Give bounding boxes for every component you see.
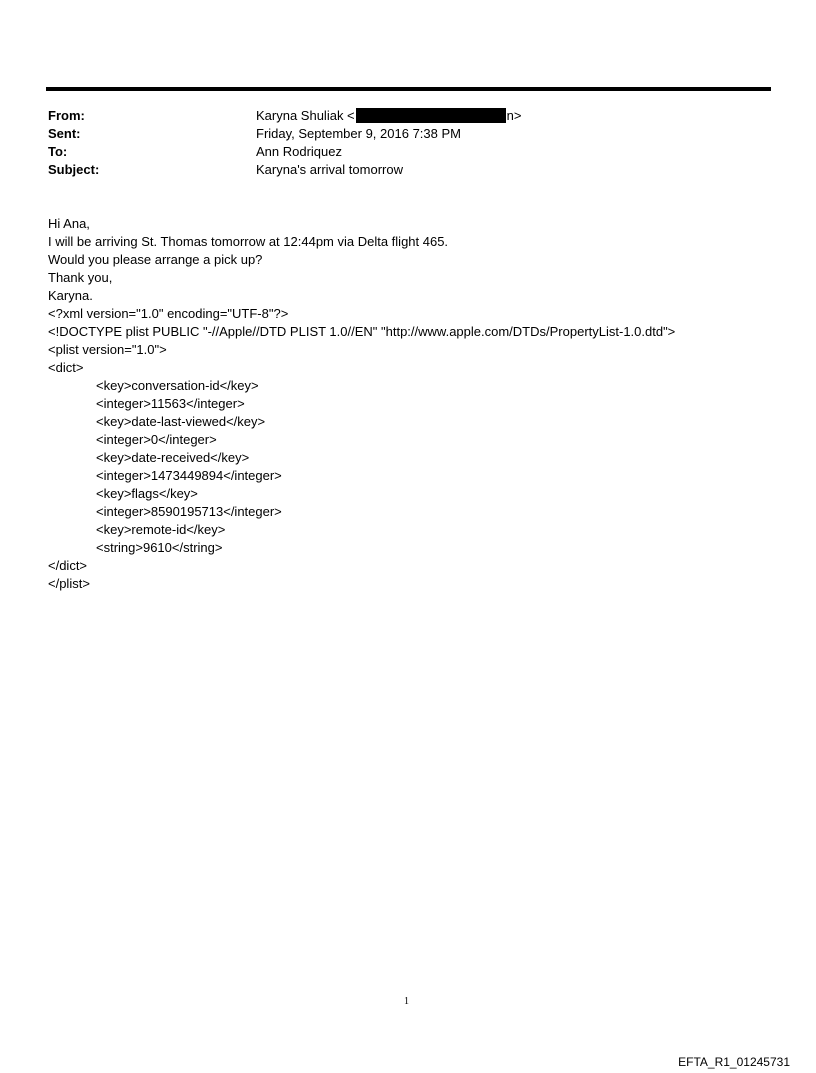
bates-number: EFTA_R1_01245731	[678, 1055, 790, 1069]
doctype-line: <!DOCTYPE plist PUBLIC "-//Apple//DTD PLIST 1.0//EN" "http://www.apple.com/DTDs/PropertyList-1.0.dtd">	[48, 324, 676, 339]
plist-close: </plist>	[48, 576, 90, 591]
plist-open: <plist version="1.0">	[48, 342, 167, 357]
redaction-box	[356, 108, 506, 123]
body-line: Hi Ana,	[48, 216, 90, 231]
from-value-suffix: n>	[506, 108, 522, 123]
body-line: Would you please arrange a pick up?	[48, 252, 263, 267]
dict-open: <dict>	[48, 360, 84, 375]
subject-value: Karyna's arrival tomorrow	[256, 162, 403, 177]
plist-entry: <key>date-received</key>	[96, 450, 250, 465]
header-rule	[46, 87, 771, 91]
from-label: From:	[48, 108, 85, 123]
plist-entry: <integer>8590195713</integer>	[96, 504, 282, 519]
sent-label: Sent:	[48, 126, 81, 141]
plist-entry: <integer>1473449894</integer>	[96, 468, 282, 483]
from-value-prefix: Karyna Shuliak <	[256, 108, 355, 123]
dict-close: </dict>	[48, 558, 88, 573]
from-value	[256, 107, 521, 125]
subject-label: Subject:	[48, 162, 100, 177]
plist-entry: <key>remote-id</key>	[96, 522, 226, 537]
body-line: Thank you,	[48, 270, 113, 285]
to-value: Ann Rodriquez	[256, 144, 342, 159]
body-line: I will be arriving St. Thomas tomorrow at 12:44pm via Delta flight 465.	[48, 234, 449, 249]
body-line: Karyna.	[48, 288, 93, 303]
plist-entry: <key>flags</key>	[96, 486, 198, 501]
to-label: To:	[48, 144, 68, 159]
plist-entry: <string>9610</string>	[96, 540, 223, 555]
plist-entry: <key>date-last-viewed</key>	[96, 414, 266, 429]
sent-value: Friday, September 9, 2016 7:38 PM	[256, 126, 461, 141]
xml-declaration: <?xml version="1.0" encoding="UTF-8"?>	[48, 306, 289, 321]
email-body	[48, 215, 675, 593]
plist-entry: <integer>0</integer>	[96, 432, 217, 447]
page-number: 1	[404, 996, 409, 1007]
plist-entry: <integer>11563</integer>	[96, 396, 245, 411]
plist-entry: <key>conversation-id</key>	[96, 378, 259, 393]
